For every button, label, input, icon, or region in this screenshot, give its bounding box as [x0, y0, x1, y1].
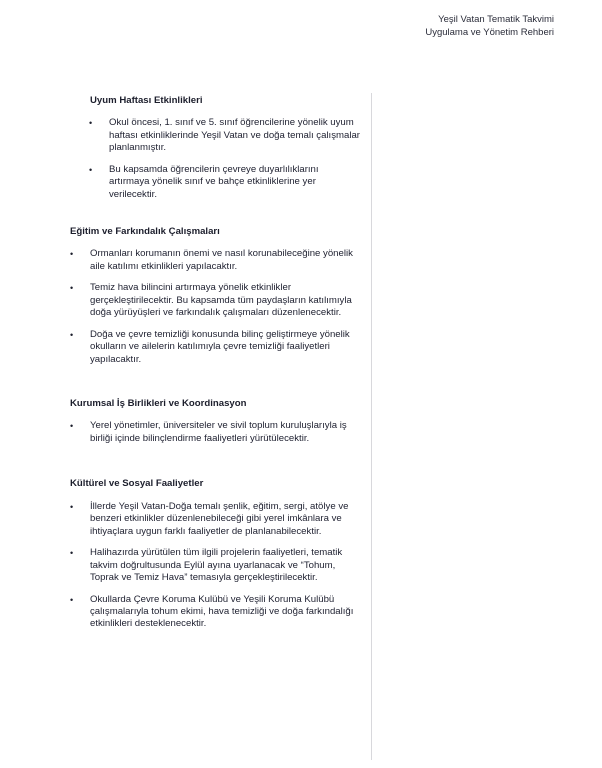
list-item: • Doğa ve çevre temizliği konusunda bilinç geliştirmeye yönelik okulların ve ailelerin katılımıyla çevre temizliği faaliyetleri yapılacaktır. — [70, 328, 350, 365]
list-item: • Okul öncesi, 1. sınıf ve 5. sınıf öğrencilerine yönelik uyum haftası etkinliklerinde Yeşil Vatan ve doğa temalı çalışmalar planlanmıştır. — [89, 117, 360, 154]
document-body — [70, 95, 360, 631]
section-heading: Kurumsal İş Birlikleri ve Koordinasyon — [70, 398, 247, 410]
bullet-list — [70, 501, 360, 631]
section-heading: Kültürel ve Sosyal Faaliyetler — [70, 478, 204, 490]
header-subtitle: Uygulama ve Yönetim Rehberi — [425, 26, 554, 38]
list-item: • Okullarda Çevre Koruma Kulübü ve Yeşili Koruma Kulübü çalışmalarıyla tohum ekimi, hava temizliği ve doğa farkındalığı etkinlikleri desteklenecektir. — [70, 593, 354, 630]
bullet-icon: • — [70, 501, 74, 512]
list-item: • Halihazırda yürütülen tüm ilgili projelerin faaliyetleri, tematik takvim doğrultusunda Eylül ayına uyarlanacak ve “Tohum, Toprak ve Temiz Hava” temasıyla gerçekleştirilecektir. — [70, 547, 343, 583]
bullet-icon: • — [70, 249, 74, 260]
bullet-icon: • — [70, 548, 74, 559]
section-heading: Uyum Haftası Etkinlikleri — [90, 95, 203, 106]
bullet-icon: • — [70, 594, 74, 605]
section-egitim-farkindalik — [70, 226, 360, 366]
column-divider — [371, 93, 372, 760]
list-item: • Yerel yönetimler, üniversiteler ve sivil toplum kuruluşlarıyla iş birliği içinde bilinçlendirme faaliyetleri yürütülecektir. — [70, 420, 347, 444]
section-kulturel-sosyal — [70, 478, 360, 630]
bullet-icon: • — [70, 421, 74, 432]
section-heading: Eğitim ve Farkındalık Çalışmaları — [70, 226, 220, 238]
section-uyum-haftasi — [70, 95, 360, 201]
header-title: Yeşil Vatan Tematik Takvimi — [438, 14, 554, 25]
list-item: • Ormanları korumanın önemi ve nasıl korunabileceğine yönelik aile katılımı etkinlikleri yapılacaktır. — [70, 248, 353, 272]
list-item: • Temiz hava bilincini artırmaya yönelik etkinlikler gerçekleştirilecektir. Bu kapsamda tüm paydaşların katılımıyla doğa yürüyüşleri ve farkındalık çalışmaları düzenlenecektir. — [70, 282, 352, 319]
bullet-icon: • — [70, 283, 74, 294]
bullet-list — [70, 420, 360, 445]
page-header — [425, 14, 554, 39]
list-item: • Bu kapsamda öğrencilerin çevreye duyarlılıklarını artırmaya yönelik sınıf ve bahçe etkinliklerine yer verilecektir. — [89, 163, 319, 200]
bullet-icon: • — [70, 329, 74, 340]
bullet-list — [70, 248, 360, 366]
bullet-list — [70, 117, 360, 201]
bullet-icon: • — [89, 164, 93, 175]
list-item: • İllerde Yeşil Vatan-Doğa temalı şenlik, eğitim, sergi, atölye ve benzeri etkinlikler düzenlenebileceği gibi yerel imkânlara ve ihtiyaçlara uygun farklı faaliyetler de planlanabilecektir. — [70, 500, 349, 537]
bullet-icon: • — [89, 118, 93, 129]
section-kurumsal-is-birlikleri — [70, 398, 360, 445]
